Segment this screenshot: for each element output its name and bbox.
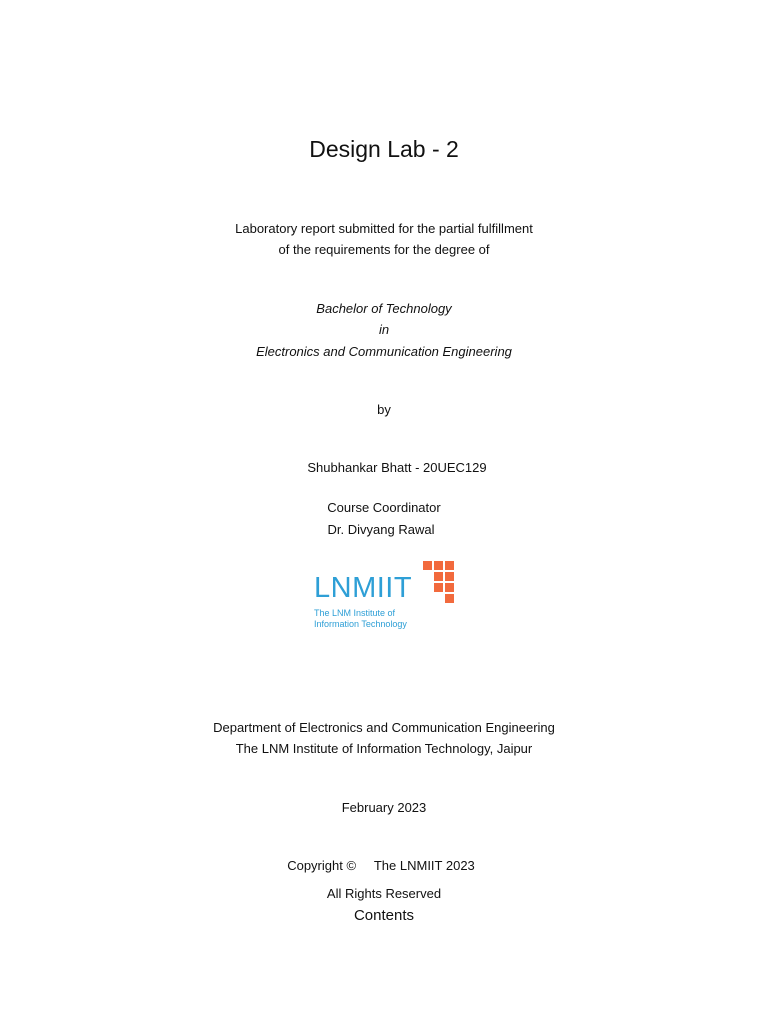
rights-reserved: All Rights Reserved bbox=[326, 886, 442, 901]
intro-line-2: of the requirements for the degree of bbox=[278, 242, 490, 257]
logo-wordmark: LNMIIT bbox=[314, 572, 413, 604]
report-title: Design Lab - 2 bbox=[309, 136, 459, 162]
department: Department of Electronics and Communication Engineering bbox=[213, 720, 555, 735]
coordinator-label: Course Coordinator bbox=[327, 500, 441, 515]
contents-heading: Contents bbox=[353, 907, 415, 924]
institute: The LNM Institute of Information Technology, Jaipur bbox=[235, 741, 533, 756]
copyright: Copyright © The LNMIIT 2023 bbox=[287, 858, 475, 873]
lnmiit-logo bbox=[312, 560, 458, 632]
by-label: by bbox=[377, 402, 391, 417]
intro-line-1: Laboratory report submitted for the partial fulfillment bbox=[235, 221, 533, 236]
degree-name: Bachelor of Technology bbox=[316, 301, 452, 316]
logo-subtitle-1: The LNM Institute of bbox=[314, 608, 396, 618]
branch-name: Electronics and Communication Engineering bbox=[256, 344, 512, 359]
report-date: February 2023 bbox=[341, 800, 427, 815]
coordinator-name: Dr. Divyang Rawal bbox=[327, 522, 435, 537]
degree-in: in bbox=[378, 322, 390, 337]
logo-subtitle-2: Information Technology bbox=[314, 619, 407, 629]
author-name: Shubhankar Bhatt - 20UEC129 bbox=[307, 460, 487, 475]
